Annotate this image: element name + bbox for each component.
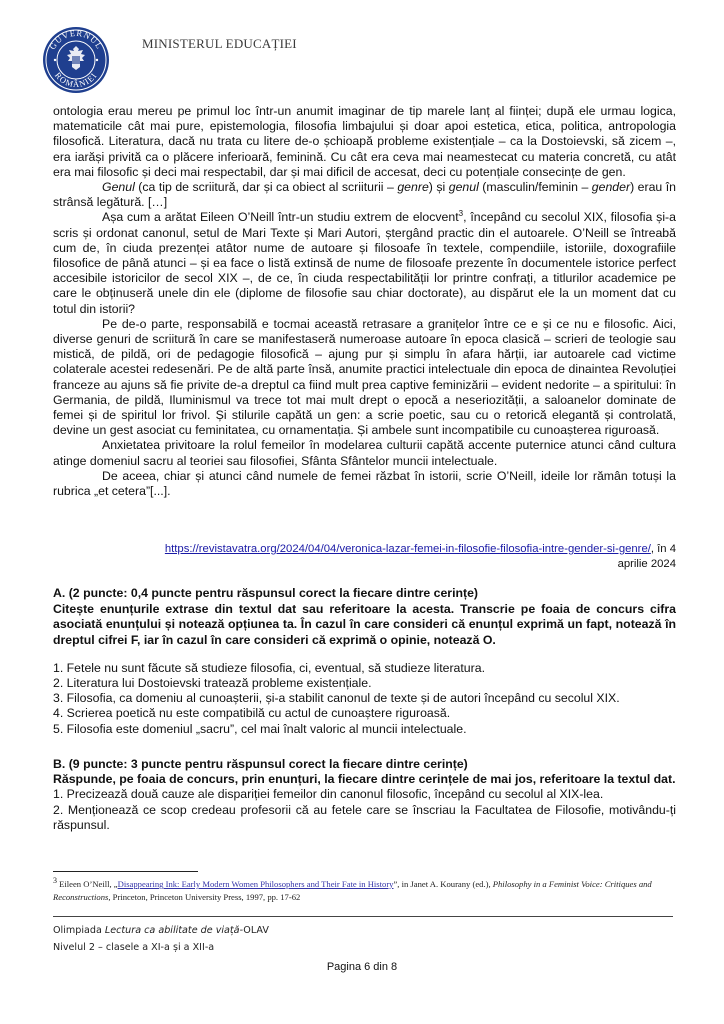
footnote-divider <box>53 871 198 872</box>
footnote-link[interactable]: Disappearing Ink: Early Modern Women Philosophers and Their Fate in History <box>117 879 394 889</box>
article-excerpt <box>53 104 676 499</box>
list-item: 1. Precizează două cauze ale dispariției femeilor din canonul filosofic, începând cu secolul al XIX-lea. <box>53 787 604 802</box>
section-b <box>53 757 676 833</box>
level-info: Nivelul 2 – clasele a XI-a și a XII-a <box>53 942 215 953</box>
source-citation: https://revistavatra.org/2024/04/04/veronica-lazar-femei-in-filosofie-filosofia-intre-gender-si-genre/, în 4 aprilie 2024 <box>164 543 676 570</box>
government-seal-icon <box>42 26 110 94</box>
section-b-items <box>53 787 676 833</box>
paragraph-5: Anxietatea privitoare la rolul femeilor în modelarea culturii capătă accente puternice atunci când cultura atinge domeniul sacru al teoriei sau filosofiei, Sfânta Sfântelor muncii intelectuale. <box>53 438 676 468</box>
olympiad-name: Olimpiada Lectura ca abilitate de viață-OLAV <box>53 925 269 936</box>
source-link[interactable]: https://revistavatra.org/2024/04/04/veronica-lazar-femei-in-filosofie-filosofia-intre-gender-si-genre/ <box>164 543 651 555</box>
page-footer <box>53 922 269 956</box>
paragraph-2: Genul (ca tip de scriitură, dar și ca obiect al scriiturii – genre) și genul (masculin/feminin – gender) erau în strânsă legătură. […] <box>53 180 677 210</box>
list-item: 2. Literatura lui Dostoievski tratează probleme existențiale. <box>53 676 372 691</box>
paragraph-3: Așa cum a arătat Eileen O’Neill într-un studiu extrem de elocvent$^3$, începând cu secolul XIX, filosofia și-a scris și ordonat canonul, setul de Mari Texte și Mari Autori, ștergând practic din el autoarele. O’Neill se întreabă cum de, în ciuda prezenței atâtor nume de autoare și filosoafe în textele, compendiile, istoriile, doxografiile filosofice de până atunci – și ea face o listă extinsă de nume de filosoafe prezente în documentele istorice perfect accesibile istoricilor de secol XIX –, de ce, în ciuda respectabilității lor printre confrați, a titlurilor academice pe care le obținuseră unele din ele (diplome de filosofie sau chiar doctorate), au dispărut ele la un moment dat cu totul din istorii? <box>53 209 676 316</box>
svg-text:GUVERNUL: GUVERNUL <box>47 27 105 52</box>
paragraph-4: Pe de-o parte, responsabilă e tocmai această retrasare a granițelor între ce e și ce nu e filosofic. Aici, diverse genuri de scriitură în care se manifestaseră numeroase autoare în epoca clasică – scrieri de teologie sau mistică, de pildă, ori de pedagogie filosofică – ajung pur și simplu în afara hărții, iar autoarele cad victime colaterale acestei redesenări. Pe de altă parte însă, anumite practici intelectuale din epoca de dinaintea Revoluției franceze au ajuns să fie privite de-a dreptul ca fiind mult prea captive feminizării – evident nedorite – a spiritului: în Germania, de pildă, Iluminismul va trece tot mai mult drept o epocă a neseriozității, a saloanelor dominate de femei și de spiritul lor frivol. Și stilurile capătă un gen: a scrie poetic, sau cu o retorică elegantă și controlată, devine un gest asociat cu feminitatea, cu ornamentația. Și ambele sunt incompatibile cu cunoașterea riguroasă. <box>53 316 676 438</box>
footer-divider <box>53 916 673 917</box>
paragraph-6: De aceea, chiar și atunci când numele de femei răzbat în istorii, scrie O’Neill, ideile lor rămân totuși la rubrica „et cetera”[...]. <box>53 468 676 499</box>
list-item: 4. Scrierea poetică nu este compatibilă cu actul de cunoaștere riguroasă. <box>53 706 451 721</box>
section-b-instructions: Răspunde, pe foaia de concurs, prin enunțuri, la fiecare dintre cerințele de mai jos, referitoare la textul dat. <box>53 772 676 787</box>
section-a-items <box>53 661 676 737</box>
list-item: 3. Filosofia, ca domeniu al cunoașterii, și-a stabilit canonul de texte și de autori începând cu secolul XIX. <box>53 691 620 706</box>
footnote: $^3$ Eileen O’Neill, „Disappearing Ink: Early Modern Women Philosophers and Their Fate in History”, in Janet A. Kourany (ed.), Philosophy in a Feminist Voice: Critiques and Reconstructions, Princeton, Princeton University Press, 1997, pp. 17-62 <box>53 876 652 902</box>
footnote-reference[interactable]: 3 <box>458 209 464 219</box>
list-item: 5. Filosofia este domeniul „sacru”, cel mai înalt valoric al muncii intelectuale. <box>53 721 467 736</box>
ministry-name: MINISTERUL EDUCAȚIEI <box>142 36 297 51</box>
page-header <box>42 26 682 96</box>
section-a-instructions: Citește enunțurile extrase din textul dat sau referitoare la acesta. Transcrie pe foaia de concurs cifra asociată enunțului și notează opțiunea ta. În cazul în care consideri că enunțul exprimă un fapt, notează în dreptul cifrei F, iar în cazul în care consideri că exprimă o opinie, notează O. <box>53 602 676 647</box>
page-number: Pagina 6 din 8 <box>326 961 398 973</box>
list-item: 1. Fetele nu sunt făcute să studieze filosofia, ci, eventual, să studieze literatura. <box>53 660 486 675</box>
section-a <box>53 586 676 737</box>
section-a-title: A. (2 puncte: 0,4 puncte pentru răspunsul corect la fiecare dintre cerințe) <box>53 586 479 600</box>
paragraph-1: ontologia erau mereu pe primul loc într-un anumit imaginar de tip marele lanț al ființei; după ele urmau logica, matematicile cât mai pure, epistemologia, filosofia limbajului și doar apoi estetica, etica, politica, antropologia filosofică. Literatura, dacă nu trata cu litere de-o șchioapă probleme existențiale – ca la Dostoievski, să zicem –, era iarăși privită ca o plăcere inferioară, feminină. Cu cât era ceva mai neamestecat cu materia concretă, cu atât era mai filosofic și deci mai respectabil, dar și mai dificil de accesat, deci cu potențiale consecințe de gen. <box>53 104 676 179</box>
section-b-title: B. (9 puncte: 3 puncte pentru răspunsul corect la fiecare dintre cerințe) <box>53 757 468 771</box>
list-item: 2. Menționează ce scop credeau profesorii că au fetele care se înscriau la Facultatea de Filosofie, motivându-ți răspunsul. <box>53 802 676 832</box>
svg-text:ROMÂNIEI: ROMÂNIEI <box>52 70 99 90</box>
